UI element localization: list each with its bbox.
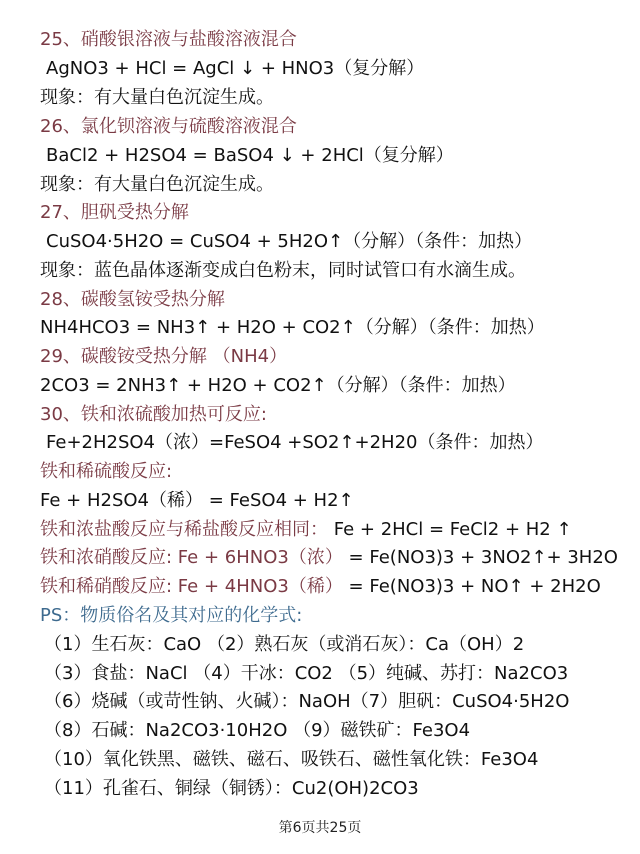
reaction-equation: = Fe(NO3)3 + 3NO2↑+ 3H2O — [342, 547, 618, 568]
phenomenon-line: 现象：有大量白色沉淀生成。 — [40, 174, 274, 195]
reaction-equation: = Fe(NO3)3 + NO↑ + 2H2O — [342, 576, 601, 597]
equation-line-hcl — [40, 515, 572, 544]
equation-line: NH4HCO3 = NH3↑ + H2O + CO2↑（分解）（条件：加热） — [40, 317, 545, 338]
page-number: 第6页共25页 — [278, 820, 362, 836]
equation-line: BaCl2 + H2SO4 = BaSO4 ↓ + 2HCl（复分解） — [46, 145, 454, 166]
reaction-label: 铁和浓硝酸反应: Fe + 6HNO3（浓） — [40, 547, 343, 568]
phenomenon-line: 现象：蓝色晶体逐渐变成白色粉末，同时试管口有水滴生成。 — [40, 260, 526, 281]
equation-line-conc-nitric — [40, 543, 618, 572]
equation-line: Fe + H2SO4（稀） = FeSO4 + H2↑ — [40, 490, 354, 511]
reaction-label: 铁和浓盐酸反应与稀盐酸反应相同： — [40, 519, 328, 540]
section-heading-25: 25、硝酸银溶液与盐酸溶液混合 — [40, 29, 297, 50]
equation-line-dilute-nitric — [40, 572, 601, 601]
equation-line: CuSO4·5H2O = CuSO4 + 5H2O↑（分解）（条件：加热） — [46, 231, 533, 252]
section-heading-29: 29、碳酸铵受热分解 （NH4） — [40, 346, 288, 367]
section-heading-26: 26、氯化钡溶液与硫酸溶液混合 — [40, 116, 297, 137]
reaction-label: 铁和稀硝酸反应: Fe + 4HNO3（稀） — [40, 576, 343, 597]
phenomenon-line: 现象：有大量白色沉淀生成。 — [40, 87, 274, 108]
list-item: （8）石碱：Na2CO3·10H2O （9）磁铁矿：Fe3O4 — [44, 720, 471, 741]
section-heading-30: 30、铁和浓硫酸加热可反应: — [40, 404, 267, 425]
list-item: （11）孔雀石、铜绿（铜锈）：Cu2(OH)2CO3 — [44, 778, 419, 799]
equation-line: AgNO3 + HCl = AgCl ↓ + HNO3（复分解） — [46, 58, 425, 79]
section-heading-28: 28、碳酸氢铵受热分解 — [40, 289, 225, 310]
reaction-equation: Fe + 2HCl = FeCl2 + H2 ↑ — [328, 519, 572, 540]
list-item: （6）烧碱（或苛性钠、火碱）：NaOH（7）胆矾：CuSO4·5H2O — [44, 691, 570, 712]
list-item: （1）生石灰：CaO （2）熟石灰（或消石灰）：Ca（OH）2 — [44, 634, 525, 655]
list-item: （10）氧化铁黑、磁铁、磁石、吸铁石、磁性氧化铁：Fe3O4 — [44, 749, 539, 770]
subheading-dilute-sulfuric: 铁和稀硫酸反应: — [40, 461, 173, 482]
ps-heading: PS：物质俗名及其对应的化学式: — [40, 605, 303, 626]
equation-line: 2CO3 = 2NH3↑ + H2O + CO2↑（分解）（条件：加热） — [40, 375, 516, 396]
equation-line: Fe+2H2SO4（浓）=FeSO4 +SO2↑+2H20（条件：加热） — [46, 432, 544, 453]
section-heading-27: 27、胆矾受热分解 — [40, 202, 189, 223]
list-item: （3）食盐：NaCl （4）干冰：CO2 （5）纯碱、苏打：Na2CO3 — [44, 663, 569, 684]
